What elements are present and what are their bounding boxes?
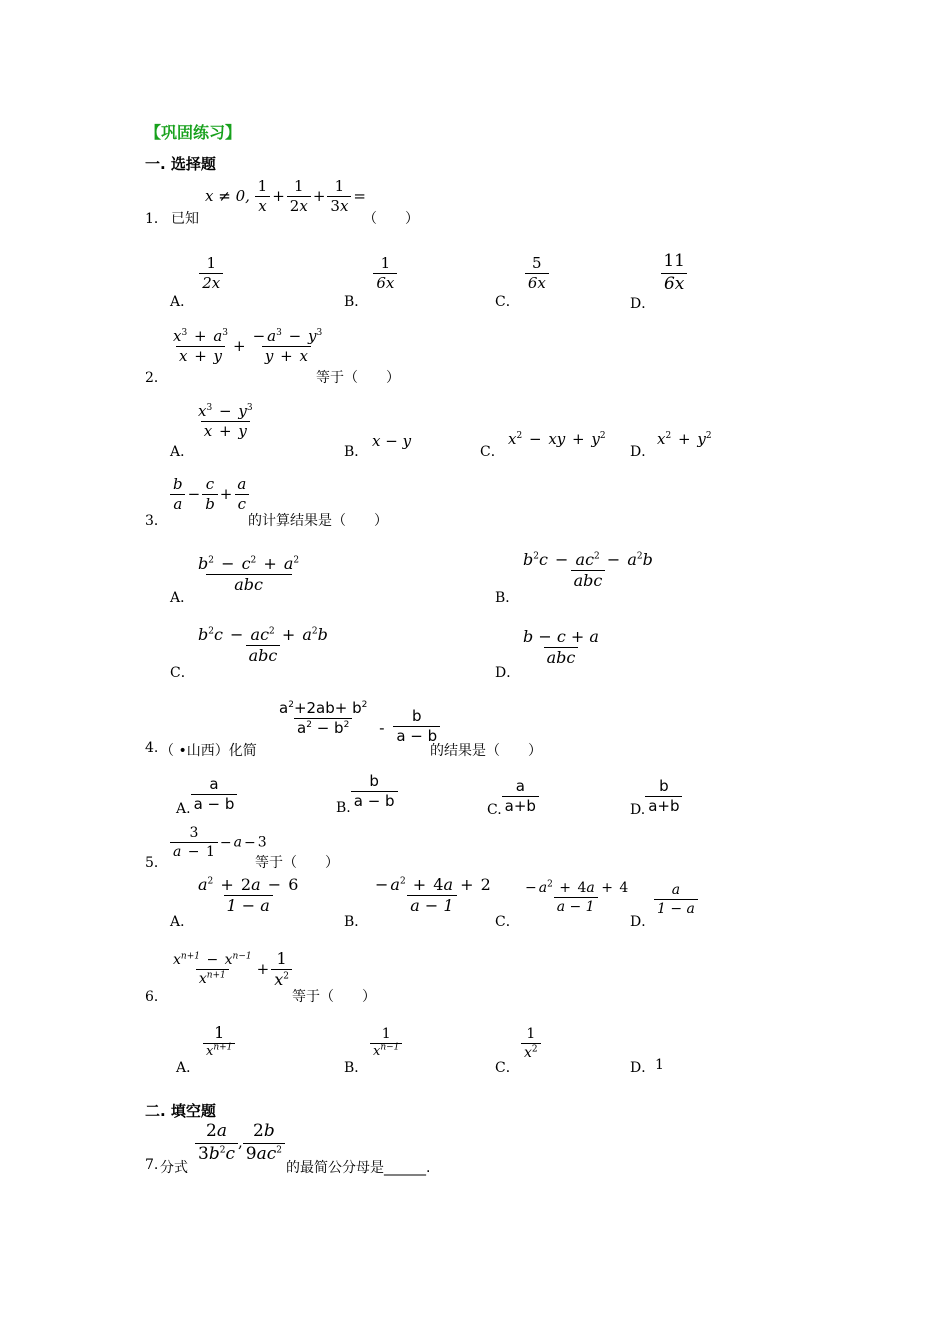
question-tail: 等于（ ） — [316, 370, 400, 386]
q2-option-d: $x^2 + y^2$ — [657, 430, 712, 448]
equation: $\frac{2a}{3b^2c}$ , $\frac{2b}{9ac^2}$ — [195, 1122, 285, 1164]
question-number: 3． — [145, 513, 168, 529]
q5-option-b-label: B． — [344, 914, 369, 930]
q6-option-a: $\frac{1}{x^{n+1}}$ — [203, 1024, 235, 1060]
q2-option-c: $x^2$ − xy + $y^2$ — [508, 430, 606, 448]
q3-option-a: $\frac{b^2 - c^2 + a^2}{\text{abc}}$ — [198, 554, 300, 595]
question-number: 2． — [145, 370, 168, 386]
question-stem: 分式 — [160, 1160, 188, 1176]
q2-option-a-label: A． — [170, 444, 195, 460]
q1-option-a: A． $\frac{1}{2x}$ — [170, 255, 223, 293]
q4-option-b: B. $\frac{b}{a - b}$ — [336, 773, 398, 811]
q6-option-b: $\frac{1}{x^{n-1}}$ — [370, 1026, 402, 1060]
equation: $\frac{b}{a}$ − $\frac{c}{b}$ + $\frac{a}{c}$ — [170, 476, 249, 514]
q4-option-d: D. $\frac{b}{a+b}$ — [630, 778, 682, 816]
question-number: 7. — [145, 1157, 159, 1173]
q6-option-d: 1 — [655, 1057, 664, 1073]
q1-option-c: C． $\frac{5}{6x}$ — [495, 255, 549, 293]
equation: $\frac{x^3 + a^3}{x + y}$ + $\frac{- a^3 - y^3}{y + x}$ — [173, 327, 323, 366]
question-tail: 的计算结果是（ ） — [248, 513, 388, 529]
question-tail: 等于（ ） — [292, 989, 376, 1005]
section-header: 【巩固练习】 — [145, 123, 242, 142]
q2-option-a: $\frac{x^3 - y^3}{x + y}$ — [198, 402, 253, 441]
question-number: 5． — [145, 855, 168, 871]
q4-option-c: C. $\frac{a}{a+b}$ — [487, 778, 539, 816]
q3-option-b: $\frac{b^2c - ac^2 - a^2b}{\text{abc}}$ — [523, 550, 653, 591]
question-tail: 的结果是（ ） — [430, 743, 542, 759]
question-number: 4. — [145, 740, 159, 756]
answer-paren: （ ） — [363, 211, 419, 227]
q6-option-d-label: D． — [630, 1060, 656, 1076]
q5-option-c: $\frac{- a^2 + 4a + 4}{a - 1}$ — [525, 879, 629, 916]
question-stem: 已知 — [171, 211, 199, 227]
q5-option-a-label: A． — [170, 914, 195, 930]
q3-option-c-label: C． — [170, 665, 195, 681]
q6-option-c-label: C． — [495, 1060, 520, 1076]
question-number: 6． — [145, 989, 168, 1005]
q1-option-d: D． $\frac{11}{6x}$ — [630, 252, 688, 294]
q5-option-d-label: D． — [630, 914, 656, 930]
q2-option-b-label: B． — [344, 444, 369, 460]
q6-option-b-label: B． — [344, 1060, 369, 1076]
q5-option-c-label: C． — [495, 914, 520, 930]
question-tail: 的最简公分母是______. — [286, 1160, 431, 1176]
equation: $\frac{3}{a - 1}$ − a − 3 — [170, 825, 267, 860]
q5-option-b: $\frac{- a^2 + 4a + 2}{a - 1}$ — [375, 875, 491, 916]
equation: x ≠ 0, $\frac{1}{x}$ + $\frac{1}{2x}$ + $\frac{1}{3x}$ = — [205, 177, 366, 216]
question-tail: 等于（ ） — [255, 855, 339, 871]
q3-option-b-label: B． — [495, 590, 520, 606]
q3-option-a-label: A． — [170, 590, 195, 606]
q3-option-d: $\frac{b - c + a}{\text{abc}}$ — [523, 627, 599, 668]
section-title-fill: 二. 填空题 — [145, 1102, 216, 1120]
equation: $\frac{x^{n+1} - x^{n-1}}{x^{n+1}}$ + $\frac{1}{x^2}$ — [170, 950, 292, 990]
question-stem: （ •山西）化简 — [160, 743, 257, 759]
q6-option-a-label: A． — [176, 1060, 201, 1076]
q5-option-a: $\frac{a^2 + 2a - 6}{1 - a}$ — [198, 875, 299, 916]
condition: x ≠ 0, — [205, 186, 250, 205]
section-title-choice: 一. 选择题 — [145, 155, 216, 173]
q1-option-b: B． $\frac{1}{6x}$ — [344, 255, 397, 293]
q2-option-c-label: C． — [480, 444, 505, 460]
q2-option-d-label: D． — [630, 444, 656, 460]
q3-option-c: $\frac{b^2c - ac^2 + a^2b}{\text{abc}}$ — [198, 625, 328, 666]
q3-option-d-label: D． — [495, 665, 521, 681]
q4-option-a: A. $\frac{a}{a - b}$ — [176, 776, 237, 814]
q2-option-b: x − y — [372, 432, 412, 450]
equation: $\frac{a^2+2ab+ b^2}{a^2 - b^2}$ - $\frac{b}{a - b}$ — [276, 700, 440, 738]
question-number: 1． — [145, 211, 168, 227]
q6-option-c: $\frac{1}{x^2}$ — [521, 1026, 541, 1061]
q5-option-d: $\frac{a}{1 - a}$ — [654, 882, 698, 917]
